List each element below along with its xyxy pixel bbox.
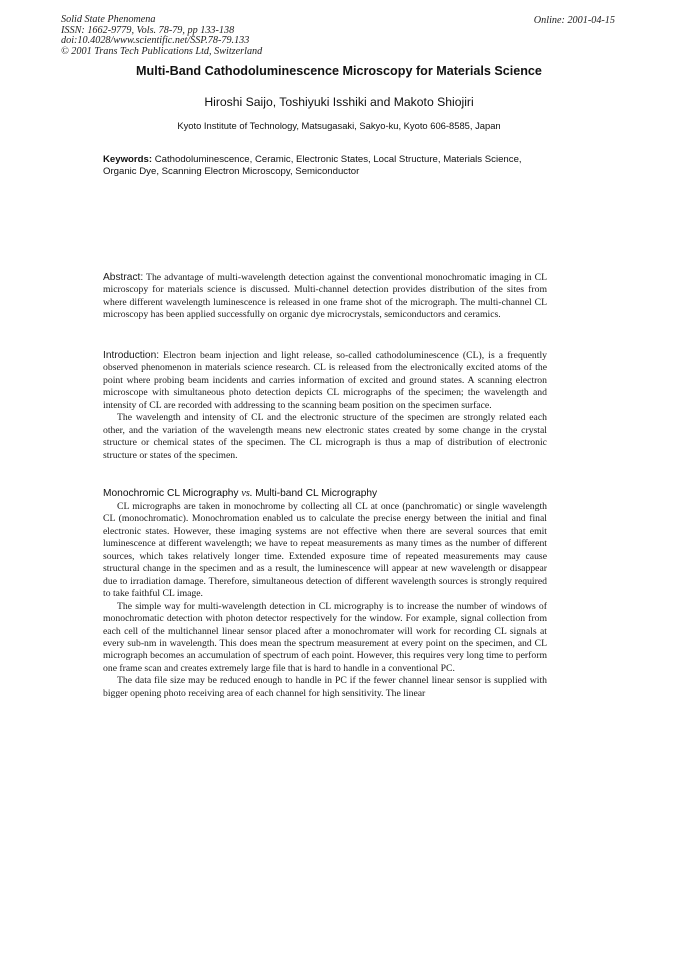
- abstract-label: Abstract:: [103, 272, 144, 283]
- keywords-label: Keywords:: [103, 154, 153, 165]
- section-para-2: The simple way for multi-wavelength detection in CL micrography is to increase the number of windows of monochromatic detection with photon detector respectively for the window. For example, signal collection from each cell of the multichannel linear sensor placed after a monochromater will work for recording CL signals at every sub-nm in wavelength. This does mean the spectrum measurement at every point on the specimen, and CL micrograph becomes an accumulation of spectrum of each point. However, this requires very long time to perform one frame scan and creates extremely large file that is hard to handle in a conventional PC.: [103, 600, 547, 674]
- abstract: [103, 272, 547, 322]
- introduction: [103, 350, 547, 462]
- online-date: Online: 2001-04-15: [533, 15, 615, 26]
- paper-title: Multi-Band Cathodoluminescence Microscopy for Materials Science: [136, 64, 542, 78]
- keywords: [103, 154, 553, 178]
- section-heading-vs: vs.: [241, 488, 253, 499]
- section-heading-b: Multi-band CL Micrography: [252, 488, 378, 499]
- paper-authors: Hiroshi Saijo, Toshiyuki Isshiki and Makoto Shiojiri: [204, 95, 474, 109]
- journal-name: Solid State Phenomena: [61, 14, 156, 25]
- section-heading-a: Monochromic CL Micrography: [103, 488, 242, 499]
- paper-affiliation: Kyoto Institute of Technology, Matsugasaki, Sakyo-ku, Kyoto 606-8585, Japan: [177, 120, 501, 131]
- section-para-3: The data file size may be reduced enough to handle in PC if the fewer channel linear sensor is supplied with bigger opening photo receiving area of each channel for high sensitivity. The linear: [103, 675, 547, 699]
- section-heading: [103, 488, 377, 499]
- keywords-text: Cathodoluminescence, Ceramic, Electronic States, Local Structure, Materials Science, Organic Dye, Scanning Electron Microscopy, Semiconductor: [103, 154, 522, 178]
- journal-meta: [61, 15, 262, 57]
- introduction-label: Introduction:: [103, 350, 160, 361]
- introduction-para-2: The wavelength and intensity of CL and the electronic structure of the specimen are strongly related each other, and the variation of the wavelength means new electronic states created by some change in the crystal structure or chemical states of the specimen. The CL micrograph is thus a map of distribution of electronic structure or states of the specimen.: [103, 412, 547, 461]
- issn-line: ISSN: 1662-9779, Vols. 78-79, pp 133-138: [61, 24, 235, 36]
- section-body: [103, 501, 547, 700]
- section-para-1: CL micrographs are taken in monochrome by collecting all CL at once (panchromatic) or single wavelength CL (monochromatic). Monochromation enabled us to calculate the precise energy between the initial and final electronic states. However, these imaging systems are not effective when there are several sources that emit luminescence at different wavelength; we have to repeat measurements as many times as the number of different sources, which takes relatively longer time. Extended exposure time of repeated measurements may cause structural change in the specimen and as a result, the luminescence will appear at new wavelength or disappear due to irradiation damage. Therefore, simultaneous detection of different wavelength sources is strongly required to take faithful CL image.: [103, 501, 547, 600]
- doi-line: doi:10.4028/www.scientific.net/SSP.78-79.133: [61, 35, 250, 47]
- copyright-line: © 2001 Trans Tech Publications Ltd, Switzerland: [61, 45, 263, 57]
- introduction-para-1: Electron beam injection and light release, so-called cathodoluminescence (CL), is a frequently observed phenomenon in materials science research. CL is released from the electronically excited atoms of the point where probing beam incidents and carries information of excited and ground states. A scanning electron microscope with simultaneous photo detection depicts CL micrographs of the specimen; the wavelength and intensity of CL are recorded with addressing to the scanning beam position on the specimen surface.: [103, 350, 547, 411]
- abstract-text: The advantage of multi-wavelength detection against the conventional monochromatic imaging in CL microscopy for materials science is discussed. Multi-channel detection provides distribution of the sites from where different wavelength luminescence is released in one frame shot of the micrograph. The multi-channel CL microscopy has been applied successfully on organic dye microcrystals, semiconductors and ceramics.: [103, 272, 547, 321]
